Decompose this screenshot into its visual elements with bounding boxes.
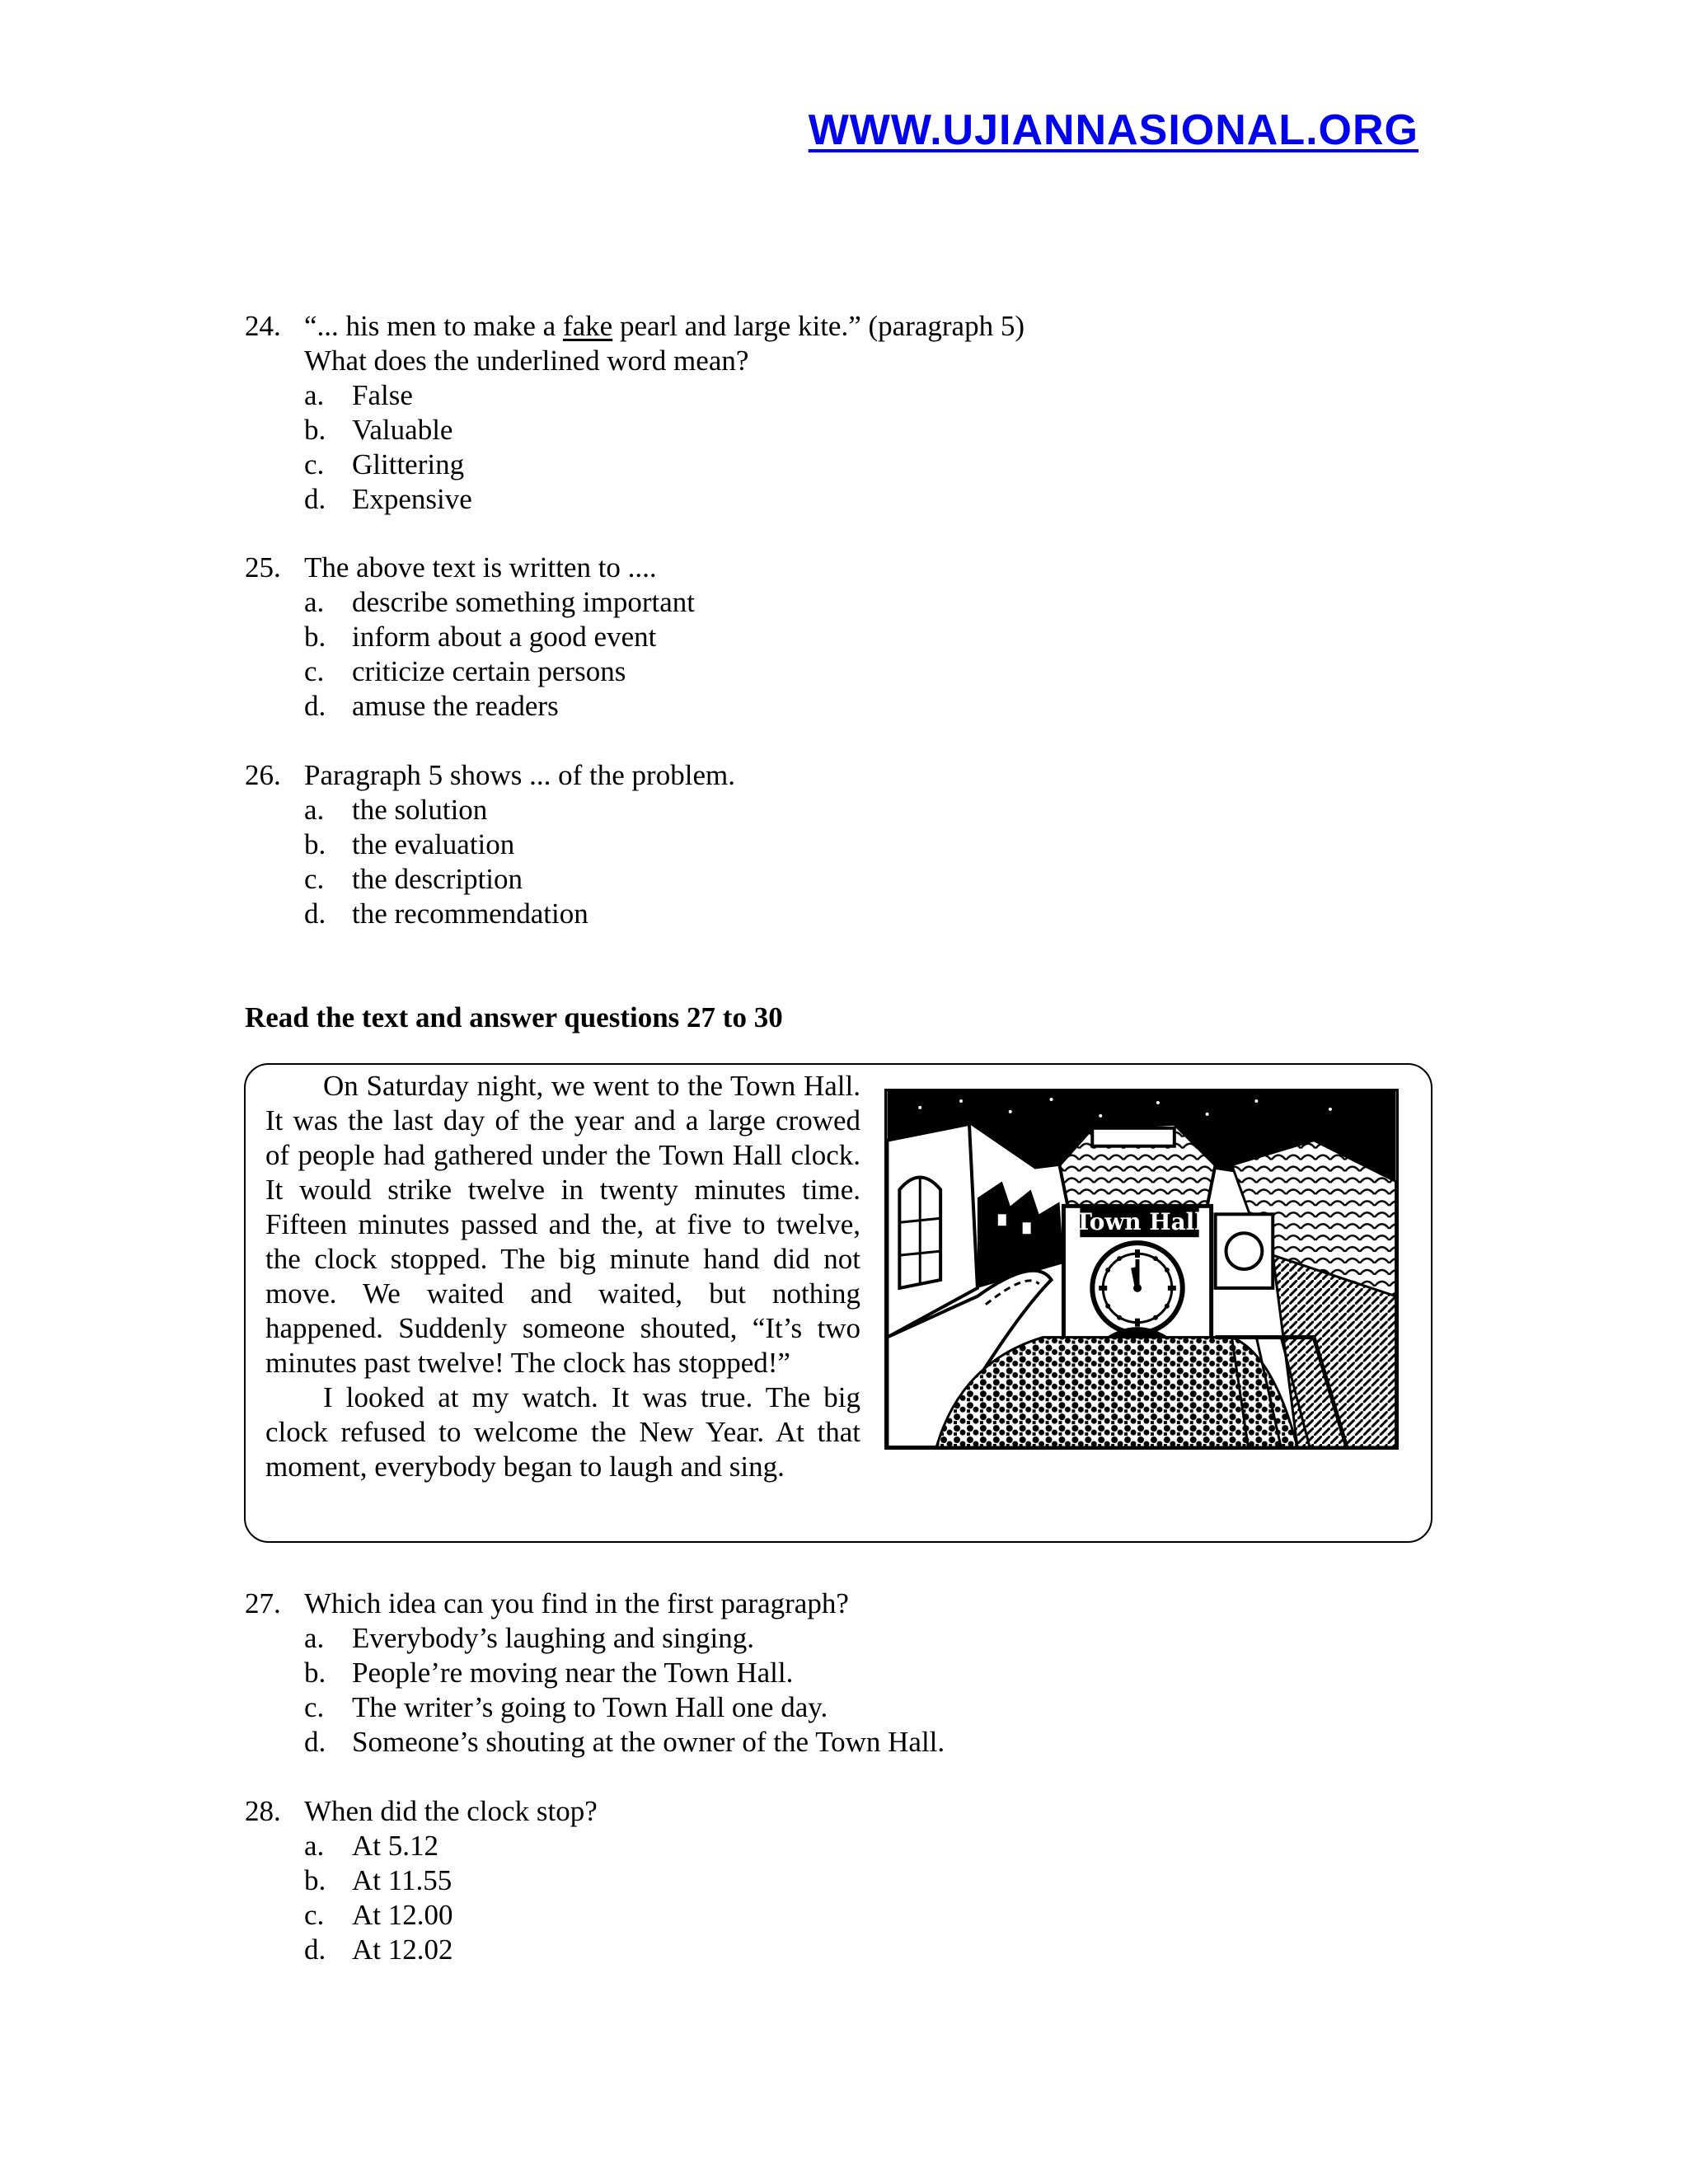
answer-option-d[interactable]: d. the recommendation <box>304 898 588 930</box>
answer-option-b[interactable]: b. At 11.55 <box>304 1864 452 1896</box>
answer-option-b[interactable]: b. the evaluation <box>304 828 515 860</box>
question-26 <box>245 758 735 931</box>
question-number: 24. <box>245 310 281 342</box>
answer-option-a[interactable]: a. False <box>304 379 413 411</box>
answer-option-c[interactable]: c. Glittering <box>304 448 465 480</box>
question-28 <box>245 1794 598 1967</box>
town-hall-illustration <box>884 1089 1399 1450</box>
answer-option-b[interactable]: b. People’re moving near the Town Hall. <box>304 1657 794 1689</box>
answer-option-c[interactable]: c. The writer’s going to Town Hall one day. <box>304 1691 828 1723</box>
passage-paragraph-1: On Saturday night, we went to the Town Hall. It was the last day of the year and a large crowed of people had gathered under the Town Hall clock. It would strike twelve in twenty minutes time. Fifteen minutes passed and the, at five to twelve, the clock stopped. The big minute hand did not move. We waited and waited, but nothing happened. Suddenly someone shouted, “It’s two minutes past twelve! The clock has stopped!” <box>265 1070 860 1379</box>
answer-option-c[interactable]: c. the description <box>304 863 523 895</box>
answer-option-a[interactable]: a. Everybody’s laughing and singing. <box>304 1622 755 1654</box>
underlined-word: fake <box>562 310 613 342</box>
question-number: 26. <box>245 759 281 791</box>
answer-option-c[interactable]: c. At 12.00 <box>304 1899 453 1931</box>
question-25 <box>245 551 695 724</box>
answer-option-d[interactable]: d. Someone’s shouting at the owner of the Town Hall. <box>304 1726 945 1758</box>
answer-option-a[interactable]: a. the solution <box>304 794 488 826</box>
reading-passage <box>265 1069 860 1484</box>
town-hall-clock-picture <box>887 1091 1396 1447</box>
site-link[interactable]: WWW.UJIANNASIONAL.ORG <box>808 106 1418 154</box>
answer-option-a[interactable]: a. At 5.12 <box>304 1830 438 1862</box>
answer-option-b[interactable]: b. Valuable <box>304 414 453 446</box>
question-stem-line2: What does the underlined word mean? <box>304 344 749 377</box>
question-stem: The above text is written to .... <box>304 551 657 583</box>
answer-option-d[interactable]: d. amuse the readers <box>304 690 559 722</box>
question-stem: Paragraph 5 shows ... of the problem. <box>304 759 735 791</box>
section-heading: Read the text and answer questions 27 to 30 <box>245 1001 783 1033</box>
answer-option-d[interactable]: d. At 12.02 <box>304 1933 453 1966</box>
question-stem: “... his men to make a fake pearl and large kite.” (paragraph 5) <box>304 310 1025 342</box>
answer-option-c[interactable]: c. criticize certain persons <box>304 655 626 687</box>
question-number: 28. <box>245 1795 281 1827</box>
question-27 <box>245 1586 945 1760</box>
passage-paragraph-2: I looked at my watch. It was true. The big clock refused to welcome the New Year. At that moment, everybody began to laugh and sing. <box>265 1381 860 1483</box>
question-stem: Which idea can you find in the first paragraph? <box>304 1587 849 1619</box>
town-hall-sign: Town Hall <box>1075 1208 1203 1236</box>
question-number: 27. <box>245 1587 281 1619</box>
question-number: 25. <box>245 551 281 583</box>
answer-option-d[interactable]: d. Expensive <box>304 483 472 515</box>
question-24 <box>245 309 1025 517</box>
answer-option-b[interactable]: b. inform about a good event <box>304 621 657 653</box>
answer-option-a[interactable]: a. describe something important <box>304 586 696 618</box>
question-stem: When did the clock stop? <box>304 1795 598 1827</box>
